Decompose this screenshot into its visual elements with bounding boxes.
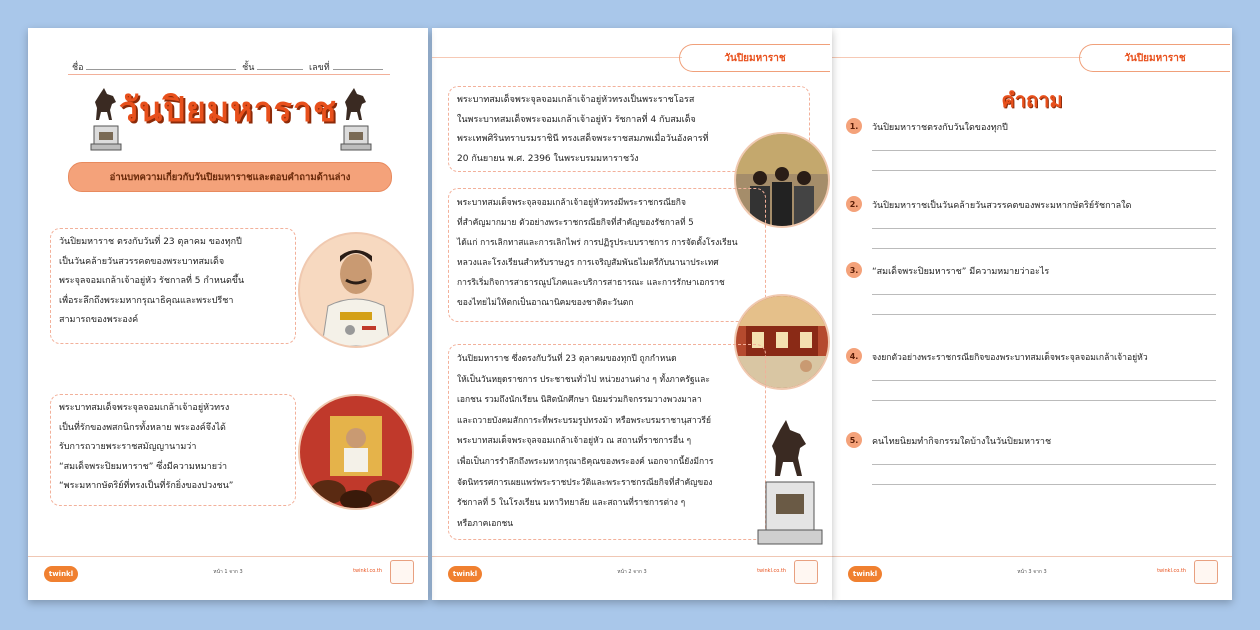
name-line	[86, 60, 236, 70]
twinkl-logo: twinkl	[44, 566, 78, 582]
text-line: เป็นวันคล้ายวันสวรรคตของพระบาทสมเด็จ	[59, 256, 225, 267]
page-header-tag: วันปิยมหาราช	[679, 44, 830, 72]
worksheet-page-2	[432, 28, 832, 600]
text-line: จัดนิทรรศการเผยแพร่พระราชประวัติและพระราชกรณียกิจที่สำคัญของ	[457, 477, 713, 488]
footer-divider	[28, 556, 428, 557]
question-text: วันปิยมหาราชเป็นวันคล้ายวันสวรรคตของพระมหากษัตริย์รัชกาลใด	[872, 201, 1132, 211]
quality-badge-icon	[794, 560, 818, 584]
equestrian-statue-icon	[754, 420, 826, 552]
text-line: พระบาทสมเด็จพระจุลจอมเกล้าเจ้าอยู่หัวทรงเป็นพระราชโอรส	[457, 95, 695, 105]
question-text: วันปิยมหาราชตรงกับวันใดของทุกปี	[872, 123, 1008, 133]
text-line: พระบาทสมเด็จพระจุลจอมเกล้าเจ้าอยู่หัวทรงมีพระราชกรณียกิจ	[457, 198, 686, 208]
text-line: พระเทพศิรินทราบรมราชินี ทรงเสด็จพระราชสมภพเมื่อวันอังคารที่	[457, 134, 709, 144]
text-line: พระบาทสมเด็จพระจุลจอมเกล้าเจ้าอยู่หัวทรง	[59, 403, 230, 413]
answer-line[interactable]	[872, 248, 1216, 249]
quality-badge-icon	[1194, 560, 1218, 584]
text-line: ของไทยไม่ให้ตกเป็นอาณานิคมของชาติตะวันตก	[457, 298, 634, 308]
text-line: 20 กันยายน พ.ศ. 2396 ในพระบรมมหาราชวัง	[457, 153, 639, 164]
answer-line[interactable]	[872, 150, 1216, 151]
header-divider	[68, 74, 390, 75]
answer-line[interactable]	[872, 314, 1216, 315]
text-line: ที่สำคัญมากมาย ตัวอย่างพระราชกรณียกิจที่สำคัญของรัชกาลที่ 5	[457, 218, 694, 228]
text-line: การริเริ่มกิจการสาธารณูปโภคและบริการสาธารณะ และการรักษาเอกราช	[457, 278, 725, 288]
text-line: รัชกาลที่ 5 ในโรงเรียน มหาวิทยาลัย และสถานที่ราชการต่าง ๆ	[457, 498, 686, 509]
question-number: 1.	[846, 118, 862, 134]
twinkl-logo: twinkl	[448, 566, 482, 582]
text-line: พระจุลจอมเกล้าเจ้าอยู่หัว รัชกาลที่ 5 กำหนดขึ้น	[59, 276, 245, 286]
question-number: 5.	[846, 432, 862, 448]
header-rule	[832, 57, 1082, 58]
twinkl-logo: twinkl	[848, 566, 882, 582]
question-number: 2.	[846, 196, 862, 212]
header-rule	[432, 57, 682, 58]
text-line: และถวายบังคมสักการะที่พระบรมรูปทรงม้า หรือพระบรมราชานุสาวรีย์	[457, 415, 711, 426]
site-link[interactable]: twinkl.co.th	[1157, 568, 1186, 574]
intro-text-box	[50, 228, 296, 344]
class-line	[257, 60, 303, 70]
worksheet-page-1	[28, 28, 428, 600]
answer-line[interactable]	[872, 400, 1216, 401]
text-line: สามารถของพระองค์	[59, 315, 139, 325]
throne-ceremony-illustration	[298, 394, 414, 510]
text-line: “สมเด็จพระปิยมหาราช” ซึ่งมีความหมายว่า	[59, 461, 228, 472]
question-text: จงยกตัวอย่างพระราชกรณียกิจของพระบาทสมเด็จพระจุลจอมเกล้าเจ้าอยู่หัว	[872, 353, 1148, 363]
site-link[interactable]: twinkl.co.th	[757, 568, 786, 574]
question-number: 4.	[846, 348, 862, 364]
text-line: ในพระบาทสมเด็จพระจอมเกล้าเจ้าอยู่หัว รัชกาลที่ 4 กับสมเด็จ	[457, 114, 696, 125]
text-line: ได้แก่ การเลิกทาสและการเลิกไพร่ การปฏิรูประบบราชการ การจัดตั้งโรงเรียน	[457, 238, 738, 248]
page-number: หน้า 1 จาก 3	[213, 569, 243, 575]
text-line: หรือภาคเอกชน	[457, 518, 514, 529]
equestrian-statue-icon	[336, 84, 376, 154]
answer-line[interactable]	[872, 464, 1216, 465]
page-header-tag: วันปิยมหาราช	[1079, 44, 1230, 72]
text-line: วันปิยมหาราช ซึ่งตรงกับวันที่ 23 ตุลาคมของทุกปี ถูกกำหนด	[457, 354, 677, 364]
text-line: ให้เป็นวันหยุดราชการ ประชาชนทั่วไป หน่วยงานต่าง ๆ ทั้งภาครัฐและ	[457, 374, 710, 385]
student-info-fields	[72, 60, 383, 74]
footer-divider	[432, 556, 832, 557]
page-number: หน้า 2 จาก 3	[617, 569, 647, 575]
text-line: พระบาทสมเด็จพระจุลจอมเกล้าเจ้าอยู่หัว ณ สถานที่ราชการอื่น ๆ	[457, 436, 692, 447]
answer-line[interactable]	[872, 294, 1216, 295]
text-line: “พระมหากษัตริย์ที่ทรงเป็นที่รักยิ่งของปวงชน”	[59, 481, 234, 491]
worksheet-page-3	[832, 28, 1232, 600]
answer-line[interactable]	[872, 380, 1216, 381]
text-line: เพื่อเป็นการรำลึกถึงพระมหากรุณาธิคุณของพระองค์ นอกจากนี้ยังมีการ	[457, 456, 714, 467]
commemoration-text-box	[448, 344, 766, 540]
name-label: ชื่อ	[72, 63, 84, 73]
answer-line[interactable]	[872, 170, 1216, 171]
royal-title-text-box	[50, 394, 296, 506]
answer-line[interactable]	[872, 228, 1216, 229]
site-link[interactable]: twinkl.co.th	[353, 568, 382, 574]
footer-divider	[832, 556, 1232, 557]
number-line	[333, 60, 383, 70]
text-line: เพื่อระลึกถึงพระมหากรุณาธิคุณและพระปรีชา	[59, 295, 234, 306]
questions-title: คำถาม	[1001, 88, 1063, 112]
class-label: ชั้น	[242, 63, 255, 73]
quality-badge-icon	[390, 560, 414, 584]
text-line: รับการถวายพระราชสมัญญานามว่า	[59, 442, 197, 452]
text-line: วันปิยมหาราช ตรงกับวันที่ 23 ตุลาคม ของทุกปี	[59, 237, 242, 247]
royal-duties-text-box	[448, 188, 766, 322]
page-title: วันปิยมหาราช	[118, 90, 338, 130]
page-number: หน้า 3 จาก 3	[1017, 569, 1047, 575]
text-line: เป็นที่รักของพสกนิกรทั้งหลาย พระองค์จึงได้	[59, 422, 226, 433]
king-portrait-illustration	[298, 232, 414, 348]
instruction-banner: อ่านบทความเกี่ยวกับวันปิยมหาราชและตอบคำถามด้านล่าง	[68, 162, 392, 192]
number-label: เลขที่	[309, 63, 330, 73]
question-text: คนไทยนิยมทำกิจกรรมใดบ้างในวันปิยมหาราช	[872, 437, 1052, 447]
question-number: 3.	[846, 262, 862, 278]
answer-line[interactable]	[872, 484, 1216, 485]
text-line: เอกชน รวมถึงนักเรียน นิสิตนักศึกษา นิยมร่วมกิจกรรมวางพวงมาลา	[457, 395, 702, 406]
question-text: “สมเด็จพระปิยมหาราช” มีความหมายว่าอะไร	[872, 267, 1050, 277]
text-line: หลวงและโรงเรียนสำหรับราษฎร การเจริญสัมพันธไมตรีกับนานาประเทศ	[457, 258, 719, 268]
